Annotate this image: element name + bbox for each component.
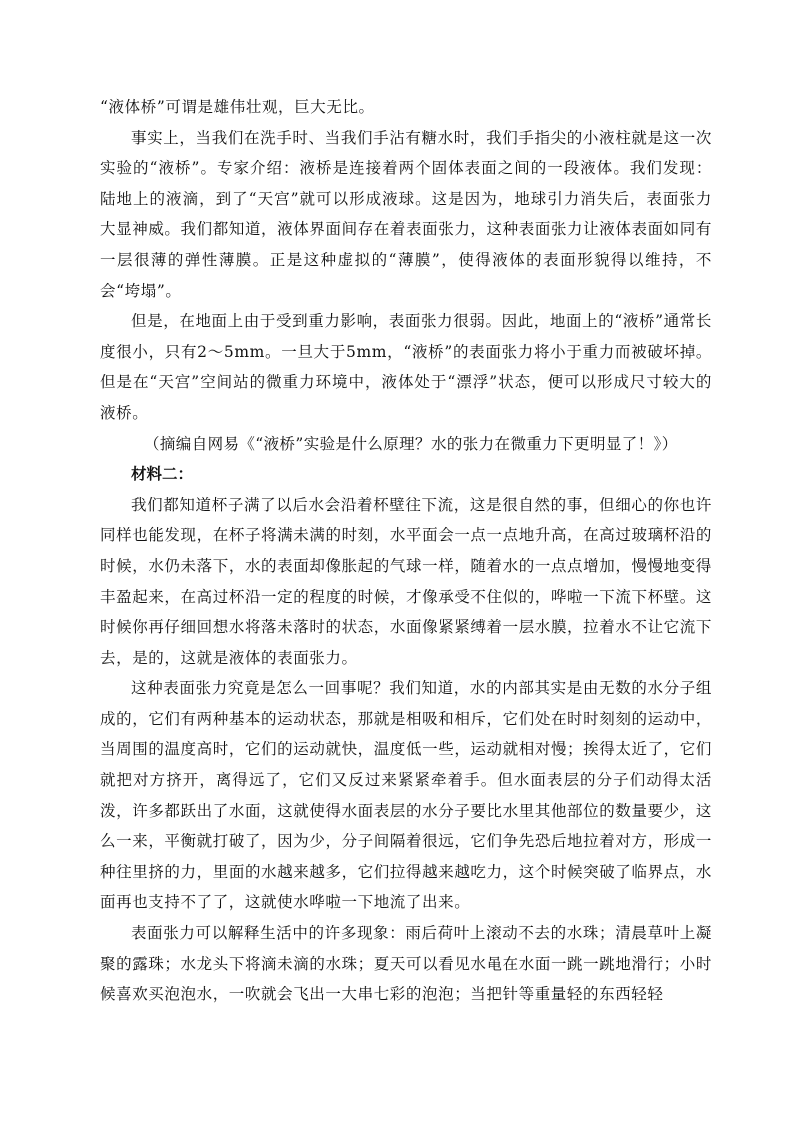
paragraph-gravity-effect: 但是，在地面上由于受到重力影响，表面张力很弱。因此，地面上的“液桥”通常长度很小，只有2～5mm。一旦大于5mm，“液桥”的表面张力将小于重力而被破坏掉。但是在“天宫”空间站的微重力环境中，液体处于“漂浮”状态，便可以形成尺寸较大的液桥。 xyxy=(100,312,712,422)
paragraph-daily-phenomena: 表面张力可以解释生活中的许多现象：雨后荷叶上滚动不去的水珠；清晨草叶上凝聚的露珠；水龙头下将滴未滴的水珠；夏天可以看见水黾在水面一跳一跳地滑行；小时候喜欢买泡泡水，一吹就会飞出一大串七彩的泡泡；当把针等重量轻的东西轻轻 xyxy=(100,924,712,1004)
paragraph-cup-overflow: 我们都知道杯子满了以后水会沿着杯壁往下流，这是很自然的事，但细心的你也许同样也能发现，在杯子将满未满的时刻，水平面会一点一点地升高，在高过玻璃杯沿的时候，水仍未落下，水的表面却像胀起的气球一样，随着水的一点点增加，慢慢地变得丰盈起来，在高过杯沿一定的程度的时候，才像承受不住似的，哗啦一下流下杯壁。这时候你再仔细回想水将落未落时的状态，水面像紧紧缚着一层水膜，拉着水不让它流下去，是的，这就是液体的表面张力。 xyxy=(100,495,712,667)
document-page xyxy=(100,92,712,1010)
paragraph-molecule-explanation: 这种表面张力究竟是怎么一回事呢？我们知道，水的内部其实是由无数的水分子组成的，它们有两种基本的运动状态，那就是相吸和相斥，它们处在时时刻刻的运动中，当周围的温度高时，它们的运动就快，温度低一些，运动就相对慢；挨得太近了，它们就把对方挤开，离得远了，它们又反过来紧紧牵着手。但水面表层的分子们动得太活泼，许多都跃出了水面，这就使得水面表层的水分子要比水里其他部位的数量要少，这么一来，平衡就打破了，因为少，分子间隔着很远，它们争先恐后地拉着对方，形成一种往里挤的力，里面的水越来越多，它们拉得越来越吃力，这个时候突破了临界点，水面再也支持不了了，这就使水哗啦一下地流了出来。 xyxy=(100,679,712,912)
paragraph-continuation: “液体桥”可谓是雄伟壮观，巨大无比。 xyxy=(100,98,375,116)
source-citation: （摘编自网易《“液桥”实验是什么原理？水的张力在微重力下更明显了！》） xyxy=(144,434,678,453)
paragraph-liquid-bridge-intro: 事实上，当我们在洗手时、当我们手沾有糖水时，我们手指尖的小液柱就是这一次实验的“液桥”。专家介绍：液桥是连接着两个固体表面之间的一段液体。我们发现：陆地上的液滴，到了“天宫”就可以形成液球。这是因为，地球引力消失后，表面张力大显神威。我们都知道，液体界面间存在着表面张力，这种表面张力让液体表面如同有一层很薄的弹性薄膜。正是这种虚拟的“薄膜”，使得液体的表面形貌得以维持，不会“垮塌”。 xyxy=(100,128,712,300)
section-heading-material-two: 材料二： xyxy=(131,465,194,484)
